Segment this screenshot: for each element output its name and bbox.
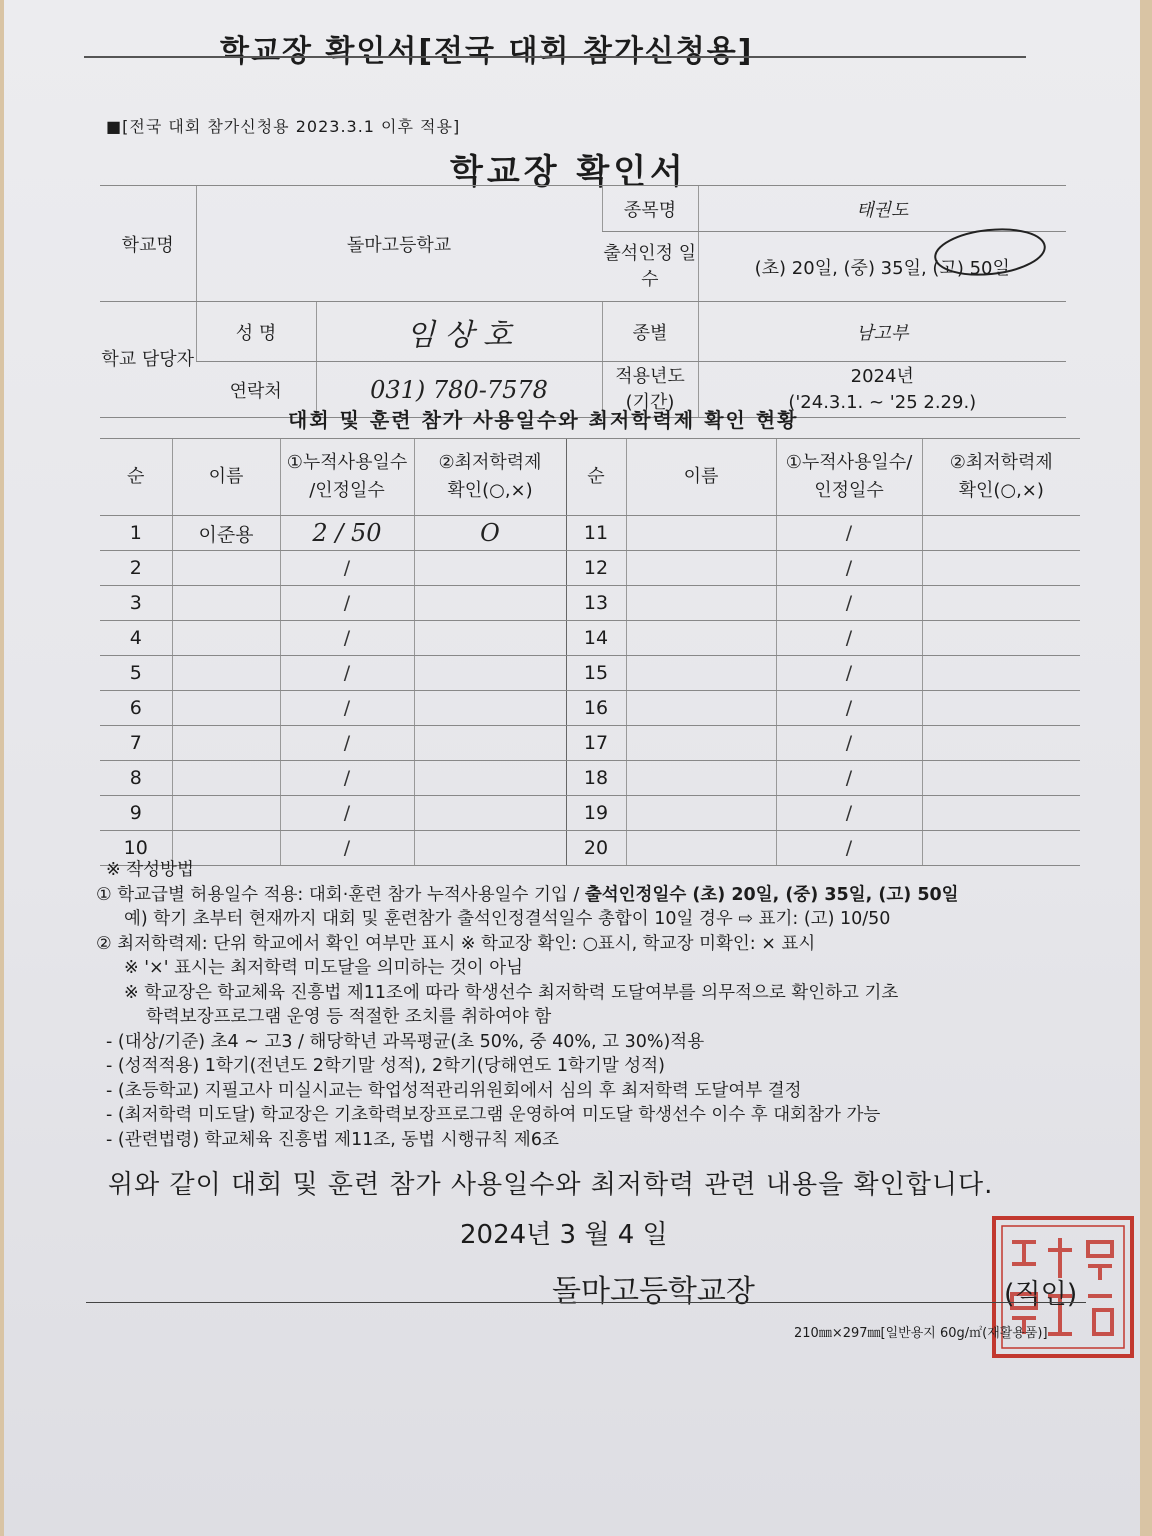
table-row [100,656,1080,691]
school-name-label: 학교명 [100,186,196,302]
footer-divider [86,1302,1086,1303]
instruction-line: 학력보장프로그램 운영 등 적절한 조치를 취하여야 함 [146,1007,552,1027]
row-name [172,691,280,726]
row-days: / [776,796,922,831]
row-name [626,726,776,761]
instruction-line: - (대상/기준) 초4 ~ 고3 / 해당학년 과목평균(초 50%, 중 40%, 고 30%)적용 [106,1031,705,1052]
row-days: / [776,516,922,551]
instruction-line1b: 출석인정일수 (초) 20일, (중) 35일, (고) 50일 [584,884,959,905]
instruction-line1a: ① 학교급별 허용일수 적용: 대회·훈련 참가 누적사용일수 기입 / [96,884,585,905]
row-days: / [280,691,414,726]
row-check [414,691,566,726]
roster-section-title: 대회 및 훈련 참가 사용일수와 최저학력제 확인 현황 [288,408,799,432]
row-no: 10 [100,831,172,866]
row-name [626,656,776,691]
col-days-right [776,439,922,516]
row-days: / [280,761,414,796]
hand-drawn-circle-icon [932,222,1052,282]
col-check-left-line1: ②최저학력제 [438,452,542,473]
row-no: 18 [566,761,626,796]
division-value: 남고부 [698,302,1066,362]
row-no: 14 [566,621,626,656]
school-name-value: 돌마고등학교 [196,186,602,302]
school-info-table [100,185,1066,418]
col-check-left-line2: 확인(○,×) [447,480,533,501]
instruction-line: - (최저학력 미도달) 학교장은 기초학력보장프로그램 운영하여 미도달 학생선수 이수 후 대회참가 가능 [106,1105,881,1125]
row-no: 19 [566,796,626,831]
row-check [414,761,566,796]
year-value: 2024년 [850,365,914,387]
row-check [414,726,566,761]
row-name [626,586,776,621]
confirmation-statement: 위와 같이 대회 및 훈련 참가 사용일수와 최저학력 관련 내용을 확인합니다. [108,1170,994,1200]
row-check [922,761,1080,796]
col-name-right: 이름 [626,439,776,516]
row-no: 11 [566,516,626,551]
row-no: 13 [566,586,626,621]
row-name [172,586,280,621]
row-days: / [280,551,414,586]
row-check [922,691,1080,726]
instructions [96,858,1096,1152]
col-check-right-line2: 확인(○,×) [958,480,1044,501]
row-check [414,656,566,691]
col-no-right: 순 [566,439,626,516]
row-check [922,621,1080,656]
row-check [922,586,1080,621]
row-name [626,551,776,586]
table-row [100,691,1080,726]
principal-name: 돌마고등학교장 [552,1274,755,1309]
row-days: / [776,691,922,726]
division-label: 종별 [602,302,698,362]
seal-label: (직인) [1004,1279,1078,1310]
row-no: 5 [100,656,172,691]
contact-label: 연락처 [196,362,316,418]
row-check [922,726,1080,761]
row-no: 17 [566,726,626,761]
col-check-right [922,439,1080,516]
table-row [100,586,1080,621]
row-name [172,656,280,691]
row-no: 8 [100,761,172,796]
row-name: 이준용 [172,516,280,551]
col-days-left-line2: /인정일수 [309,480,385,501]
paper-spec: 210㎜×297㎜[일반용지 60g/㎡(재활용품)] [794,1326,1048,1341]
issue-date: 2024년 3 월 4 일 [460,1220,668,1250]
row-no: 6 [100,691,172,726]
row-days: / [280,621,414,656]
header-divider [84,56,1026,58]
row-no: 20 [566,831,626,866]
row-name [626,691,776,726]
event-label: 종목명 [602,186,698,232]
row-days: / [280,831,414,866]
row-days: / [776,656,922,691]
form-title: 학교장 확인서 [450,152,687,192]
form-note: ■[전국 대회 참가신청용 2023.3.1 이후 적용] [106,117,461,136]
row-name [626,621,776,656]
manager-label: 학교 담당자 [100,302,196,418]
instruction-line: 예) 학기 초부터 현재까지 대회 및 훈련참가 출석인정결석일수 총합이 10일 경우 ⇨ 표기: (고) 10/50 [124,909,891,929]
row-days: / [776,621,922,656]
event-value: 태권도 [698,186,1066,232]
row-check [414,551,566,586]
row-no: 1 [100,516,172,551]
row-check [922,796,1080,831]
row-days: 2 / 50 [280,516,414,551]
row-no: 4 [100,621,172,656]
row-no: 16 [566,691,626,726]
col-days-left-line1: ①누적사용일수 [286,452,408,473]
row-name [626,761,776,796]
instruction-line: ※ '×' 표시는 최저학력 미도달을 의미하는 것이 아님 [124,958,524,978]
contact-value: 031) 780-7578 [316,362,602,418]
col-check-right-line1: ②최저학력제 [949,452,1053,473]
table-row [100,551,1080,586]
row-days: / [776,726,922,761]
instruction-line: - (초등학교) 지필고사 미실시교는 학업성적관리위원회에서 심의 후 최저학력 도달여부 결정 [106,1080,802,1101]
row-days: / [776,586,922,621]
instruction-line: - (성적적용) 1학기(전년도 2학기말 성적), 2학기(당해연도 1학기말 성적) [106,1056,665,1076]
header-title: 학교장 확인서[전국 대회 참가신청용] [220,34,754,69]
attendance-value: (초) 20일, (중) 35일, (고) 50일 [698,232,1066,302]
col-days-right-line1: ①누적사용일수/ [785,452,913,473]
roster-table [100,438,1080,866]
year-label: 적용년도 (기간) [602,362,698,418]
row-name [172,796,280,831]
attendance-label: 출석인정 일수 [602,232,698,302]
person-name-value: 임 상 호 [316,302,602,362]
row-check [414,586,566,621]
row-days: / [280,586,414,621]
row-days: / [776,831,922,866]
col-name-left: 이름 [172,439,280,516]
row-no: 7 [100,726,172,761]
col-check-left [414,439,566,516]
col-days-right-line2: 인정일수 [814,480,884,501]
row-name [626,796,776,831]
row-no: 15 [566,656,626,691]
table-row [100,726,1080,761]
row-no: 2 [100,551,172,586]
row-check [414,796,566,831]
row-days: / [280,726,414,761]
table-row [100,796,1080,831]
row-name [626,516,776,551]
table-row [100,516,1080,551]
row-check [922,656,1080,691]
person-name-label: 성 명 [196,302,316,362]
row-check [922,551,1080,586]
instruction-line [96,883,1096,908]
table-row [100,621,1080,656]
row-name [172,621,280,656]
row-name [172,726,280,761]
instruction-line: - (관련법령) 학교체육 진흥법 제11조, 동법 시행규칙 제6조 [106,1129,559,1150]
row-days: / [776,761,922,796]
instructions-title: ※ 작성방법 [106,860,194,880]
instruction-line: ※ 학교장은 학교체육 진흥법 제11조에 따라 학생선수 최저학력 도달여부를 의무적으로 확인하고 기초 [124,982,899,1003]
row-check [922,516,1080,551]
row-days: / [776,551,922,586]
row-name [172,551,280,586]
document-page [4,0,1140,1536]
row-check [414,621,566,656]
table-row [100,761,1080,796]
instruction-line: ② 최저학력제: 단위 학교에서 확인 여부만 표시 ※ 학교장 확인: ○표시, 학교장 미확인: × 표시 [96,933,816,954]
row-no: 3 [100,586,172,621]
period-value: ('24.3.1. ~ '25 2.29.) [788,391,977,413]
col-no-left: 순 [100,439,172,516]
row-days: / [280,796,414,831]
row-no: 12 [566,551,626,586]
row-no: 9 [100,796,172,831]
col-days-left [280,439,414,516]
row-check: O [414,516,566,551]
row-name [172,761,280,796]
row-days: / [280,656,414,691]
